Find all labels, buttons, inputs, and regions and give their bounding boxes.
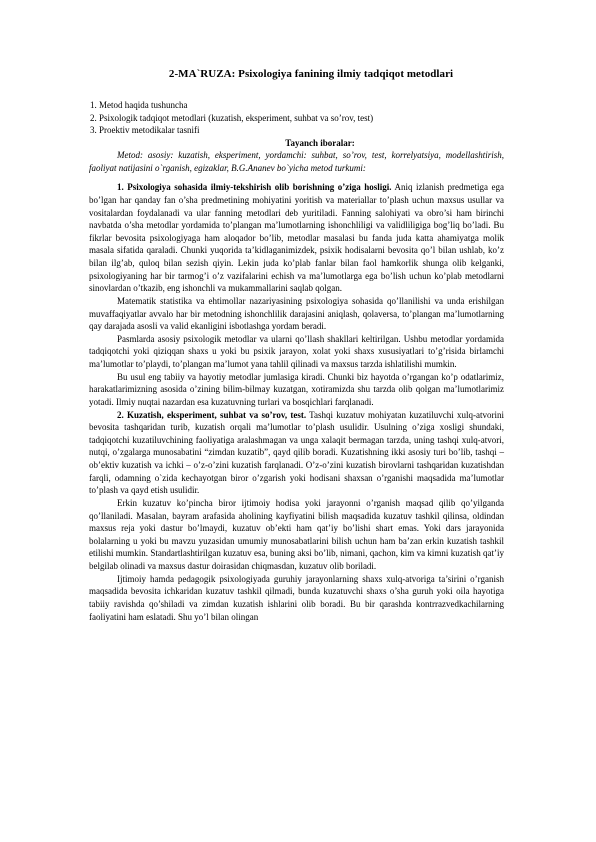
paragraph — [89, 371, 504, 409]
section-heading: 1. Psixologiya sohasida ilmiy-tekshirish olib borishning o’ziga hosligi. — [117, 182, 392, 193]
paragraph-text: Tashqi kuzatuv mohiyatan kuzatiluvchi xulq-atvorini bevosita tashqaridan turib, kuzatish orqali ma’lumotlar to’plash usulidir. Usulning o’ziga xosligi shundaki, tadqiqotchi kuzatiluvchining faoliyatiga aralashmagan va unga xalaqit bermagan tarzda, uning tashqi xulq-atvori, nutqi, o’zgalarga munosabatini “zimdan kuzatib”, qayd qilib boradi. Kuzatishning ikki asosiy turi bo’lib, tashqi – ob’ektiv kuzatish va ichki – o’z-o’zini kuzatish farqlanadi. O’z-o’zini kuzatish birovlarni tashqaridan kuzatishdan farqli, odamning o`zida kechayotgan biror o’zgarish yoki hodisani shaxsan o’rganishi maqsadida ma’lumotlar to’plash va qayd etish usulidir. — [89, 409, 504, 496]
paragraph — [89, 181, 504, 295]
paragraph-text: Aniq izlanish predmetiga ega bo’lgan har qanday fan o’sha predmetining mohiyatini yoritish va materiallar to’plash uchun maxsus usullar va vositalardan foydalanadi va ular fanning metodlari deb yuritiladi. Fanning salohiyati va obro’si ham birinchi navbatda o’sha metodlar yordamida to’plangan ma’lumotlarning ishonchliligi va validliligiga bog’liq bo’ladi. Bu fikrlar bevosita psixologiyaga ham aloqador bo’lib, metodlar masalasi bu fanda juda katta ahamiyatga molik masala sifatida qaraladi. Chunki yuqorida ta’kidlaganimizdek, psixik hodisalarni bevosita qo’l bilan ushlab, ko’z bilan ilg’ab, quloq bilan sezish qiyin. Lekin juda ko’plab fanlar bilan faol hamkorlik shunga olib kelganki, psixologiyaning har bir tarmog’i o’z vazifalarini echish va ma’lumotlarga ega bo’lish uchun ko’plab metodlarni sinovlardan o’tkazib, eng ishonchli va mukammallarini saqlab qolgan. — [89, 182, 504, 294]
paragraph — [89, 497, 504, 573]
lecture-title: 2-MA`RUZA: Psixologiya fanining ilmiy tadqiqot metodlari — [168, 68, 454, 80]
paragraph-text: Matematik statistika va ehtimollar nazariyasining psixologiya sohasida qo’llanilishi va unda erishilgan muvaffaqiyatlar avvalo har bir metodning ishonchlilik darajasini aniqlash, qolaversa, to’plangan ma’lumotlarning qay darajada asosli va valid ekanligini isbotlashga yordam beradi. — [89, 295, 504, 332]
paragraph — [89, 573, 504, 624]
plan-item: 1. Metod haqida tushuncha — [90, 100, 188, 110]
paragraph — [89, 333, 504, 371]
paragraph-text: Ijtimoiy hamda pedagogik psixologiyada guruhiy jarayonlarning shaxs xulq-atvoriga ta’sirini o’rganish maqsadida bevosita ichkaridan kuzatuv tashkil qilmadi, bunda kuzatuvchi shaxs o’sha guruh yoki oila hayotiga tabiiy ravishda qo’shiladi va zimdan kuzatish ishlarini olib boradi. Bu bir qarashda kontrrazvedkachilarning faoliyatini ham eslatadi. Shu yo’l bilan olingan — [89, 573, 504, 622]
paragraph — [89, 409, 504, 497]
plan-item: 2. Psixologik tadqiqot metodlari (kuzatish, eksperiment, suhbat va so’rov, test) — [90, 112, 374, 123]
paragraph-text: Bu usul eng tabiiy va hayotiy metodlar jumlasiga kiradi. Chunki biz hayotda o’rgangan ko’p odatlarimiz, harakatlarimizning asosida o’zining bilim-bilmay kuzatgan, xotiramizda shu tarzda olib qolgan ma’lumotlarimiz yotadi. Ilmiy nuqtai nazardan esa kuzatuvning turlari va bosqichlari farqlanadi. — [89, 371, 504, 407]
plan-item: 3. Proektiv metodikalar tasnifi — [90, 125, 200, 136]
paragraph — [89, 295, 504, 333]
section-heading: 2. Kuzatish, eksperiment, suhbat va so’rov, test. — [117, 409, 307, 420]
paragraph-text: Pasmlarda asosiy psixologik metodlar va ularni qo’llash shakllari keltirilgan. Ushbu metodlar yordamida tadqiqotchi yoki qiziqqan shaxs u yoki bu psixik jarayon, xolat yoki shaxs xususiyatlari to’g’risida birlamchi ma’lumotlar to’playdi, to’plangan ma’lumot yana tahlil qilinadi va maxsus tarzda ishlatilishi mumkin. — [89, 333, 504, 369]
lecture-plan — [90, 99, 373, 137]
paragraph-text: Erkin kuzatuv ko’pincha biror ijtimoiy hodisa yoki jarayonni o’rganish maqsad qilib qo’yilganda qo’llaniladi. Masalan, bayram arafasida aholining kayfiyatini bilish maqsadida kuzatuv tashkil qilinsa, oldindan maxsus reja yoki dastur bo’lmaydi, kuzatuv ob’ekti ham qat’iy bo’lishi shart emas. Yoki dars jarayonida bolalarning u yoki bu mavzu yuzasidan umumiy munosabatlarini bilish uchun ham ba’zan erkin kuzatish tashkil etilishi mumkin. Standartlashtirilgan kuzatuv esa, buning aksi bo’lib, nimani, qachon, kim va kimni kuzatish qat’iy belgilab olinadi va maxsus dastur doirasidan chiqmasdan, kuzatuv olib boriladi. — [89, 497, 504, 571]
keywords-paragraph: Metod: asosiy: kuzatish, eksperiment, yordamchi: suhbat, so’rov, test, korrelyatsiya, modellashtirish, faoliyat natijasini o`rganish, egizaklar, B.G.Ananev bo`yicha metod turkumi: — [89, 150, 504, 173]
document-body — [89, 149, 504, 623]
keywords-heading: Tayanch iboralar: — [285, 138, 355, 148]
